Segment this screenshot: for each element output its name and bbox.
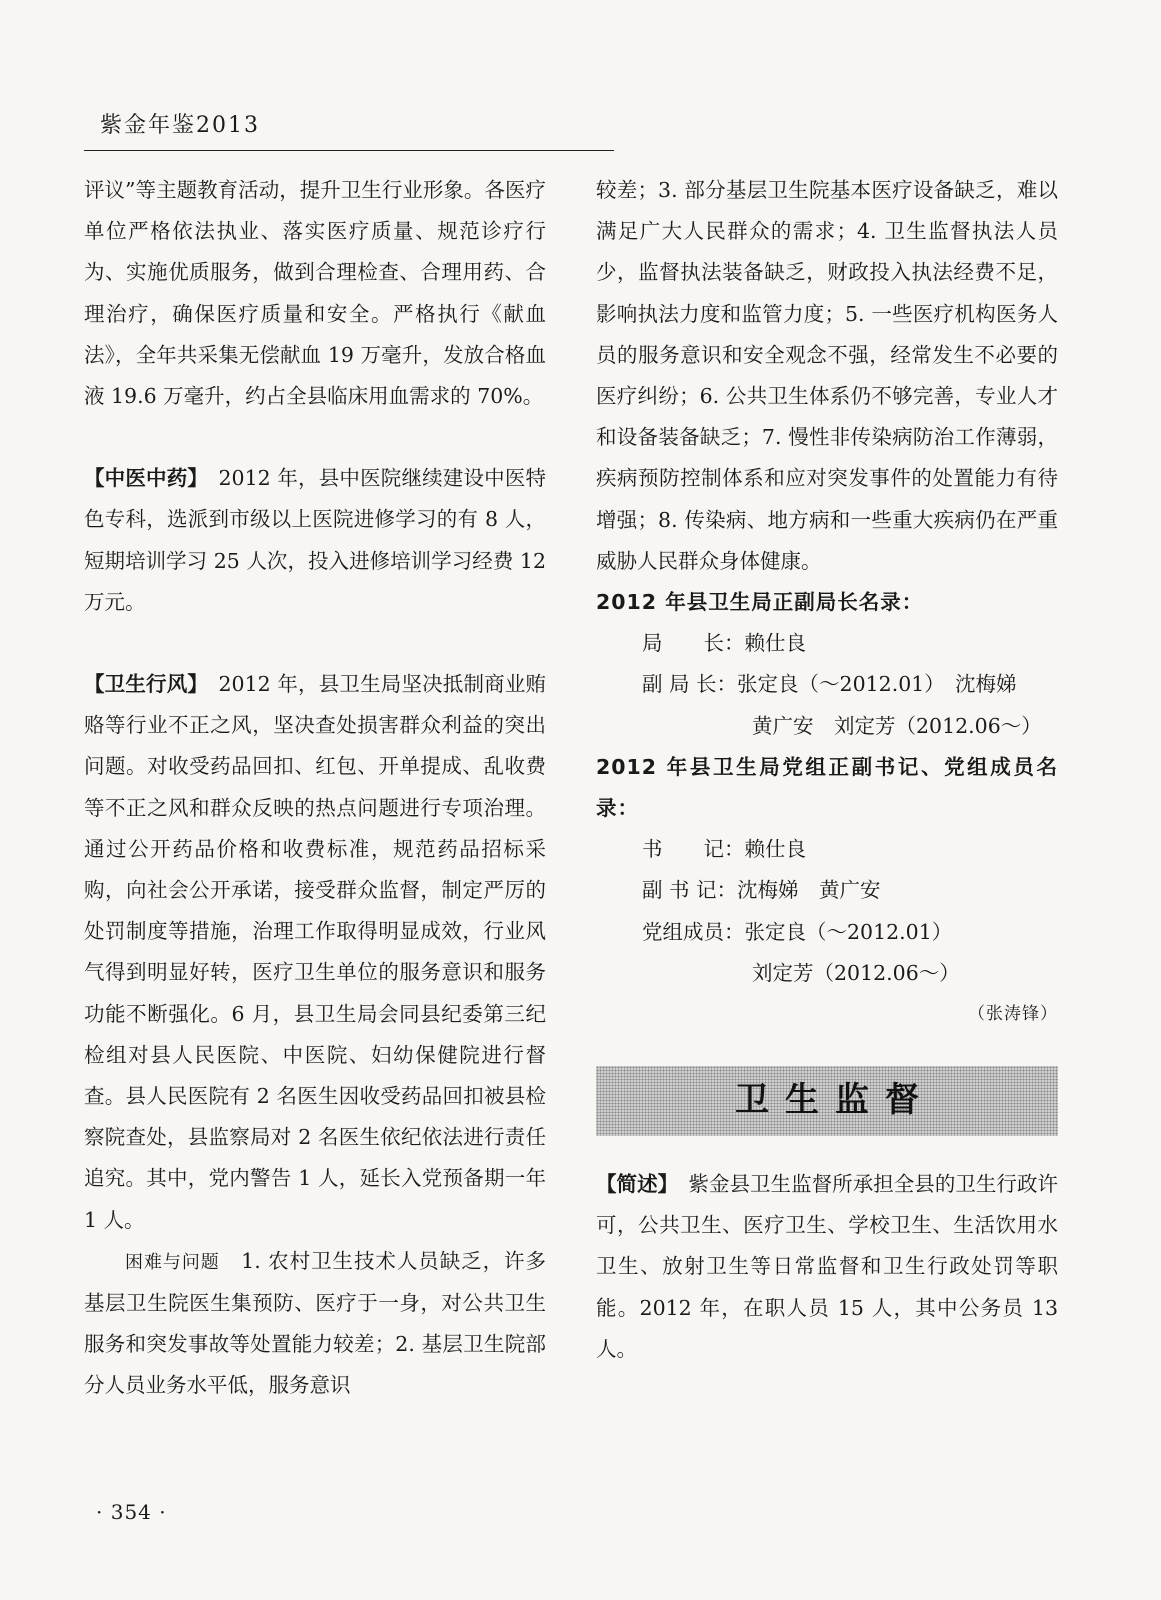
section-title: 卫生监督 — [735, 1080, 935, 1121]
deputy-director-row: 副 局 长：张定良（～2012.01） 沈梅娣 — [642, 672, 1017, 697]
left-column — [84, 170, 546, 1407]
problems-label: 困难与问题 — [125, 1251, 220, 1273]
party-member-row: 党组成员：张定良（～2012.01） — [642, 919, 953, 944]
party-heading: 2012 年县卫生局党组正副书记、党组成员名录： — [596, 754, 1058, 821]
deputy-director-row-continued: 黄广安 刘定芳（2012.06～） — [752, 713, 1042, 738]
running-title: 紫金年鉴2013 — [100, 113, 260, 138]
deputy-secretary-row: 副 书 记：沈梅娣 黄广安 — [642, 878, 881, 903]
problems-text: 1. 农村卫生技术人员缺乏，许多基层卫生院医生集预防、医疗于一身，对公共卫生服务和突发事故等处置能力较差；2. 基层卫生院部分人员业务水平低，服务意识 — [84, 1248, 546, 1398]
section-banner — [596, 1066, 1058, 1136]
party-member-row-continued: 刘定芳（2012.06～） — [752, 960, 960, 985]
directors-heading: 2012 年县卫生局正副局长名录： — [596, 590, 924, 615]
ethics-text: 2012 年，县卫生局坚决抵制商业贿赂等行业不正之风，坚决查处损害群众利益的突出问题。对收受药品回扣、红包、开单提成、乱收费等不正之风和群众反映的热点问题进行专项治理。通过公开药品价格和收费标准，规范药品招标采购，向社会公开承诺，接受群众监督，制定严厉的处罚制度等措施，治理工作取得明显成效，行业风气得到明显好转，医疗卫生单位的服务意识和服务功能不断强化。6 月，县卫生局会同县纪委第三纪检组对县人民医院、中医院、妇幼保健院进行督查。县人民医院有 2 名医生因收受药品回扣被县检察院查处，县监察局对 2 名医生依纪依法进行责任追究。其中，党内警告 1 人，延长入党预备期一年 1 人。 — [84, 672, 547, 1232]
paragraph-blood-donation: 评议”等主题教育活动，提升卫生行业形象。各医疗单位严格依法执业、落实医疗质量、规范诊疗行为、实施优质服务，做到合理检查、合理用药、合理治疗，确保医疗质量和安全。严格执行《献血法》，全年共采集无偿献血 19 万毫升，发放合格血液 19.6 万毫升，约占全县临床用血需求的 70%。 — [84, 178, 546, 409]
paragraph-problems-continued: 较差；3. 部分基层卫生院基本医疗设备缺乏，难以满足广大人民群众的需求；4. 卫生监督执法人员少，监督执法装备缺乏，财政投入执法经费不足，影响执法力度和监管力度；5. 一些医疗机构医务人员的服务意识和安全观念不强，经常发生不必要的医疗纠纷；6. 公共卫生体系仍不够完善，专业人才和设备装备缺乏；7. 慢性非传染病防治工作薄弱，疾病预防控制体系和应对突发事件的处置能力有待增强；8. 传染病、地方病和一些重大疾病仍在严重威胁人民群众身体健康。 — [596, 178, 1058, 573]
paragraph-tcm — [84, 458, 546, 623]
page-number: · 354 · — [96, 1500, 167, 1524]
header-rule — [84, 150, 614, 151]
section-label-summary: 【简述】 — [596, 1172, 668, 1197]
paragraph-summary — [596, 1164, 1058, 1370]
author-credit: （张涛锋） — [968, 1004, 1058, 1025]
paragraph-ethics — [84, 664, 546, 1241]
paragraph-problems — [84, 1241, 546, 1407]
secretary-row: 书 记：赖仕良 — [642, 837, 806, 862]
summary-text: 紫金县卫生监督所承担全县的卫生行政许可，公共卫生、医疗卫生、学校卫生、生活饮用水卫生、放射卫生等日常监督和卫生行政处罚等职能。2012 年，在职人员 15 人，其中公务员 13 人。 — [596, 1172, 1059, 1361]
tcm-text: 2012 年，县中医院继续建设中医特色专科，选派到市级以上医院进修学习的有 8 人，短期培训学习 25 人次，投入进修培训学习经费 12 万元。 — [84, 466, 547, 614]
section-label-tcm: 【中医中药】 — [84, 466, 198, 491]
right-column — [596, 170, 1058, 1370]
director-row: 局 长：赖仕良 — [642, 631, 806, 656]
section-label-ethics: 【卫生行风】 — [84, 672, 198, 697]
